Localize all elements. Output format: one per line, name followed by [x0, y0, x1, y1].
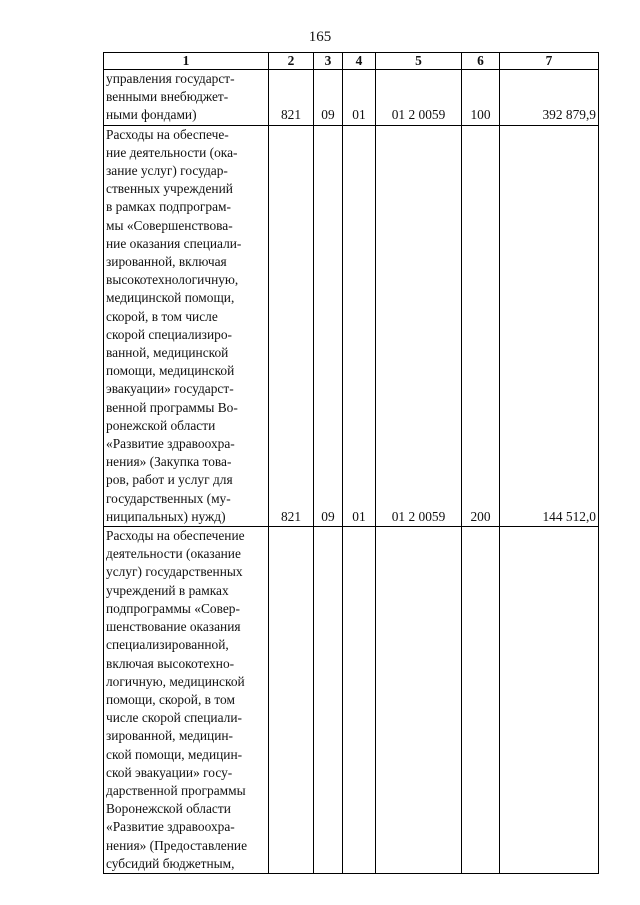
table-row	[104, 527, 599, 874]
description-line: ние оказания специали-	[106, 235, 242, 251]
section-code-cell: 09	[314, 125, 343, 526]
amount-cell: 144 512,0	[500, 125, 599, 526]
description-line: услуг) государственных	[106, 564, 243, 580]
description-line: ственных учреждений	[106, 181, 233, 197]
amount-cell: 392 879,9	[500, 70, 599, 126]
description-line: зание услуг) государ-	[106, 163, 228, 179]
description-line: Воронежской области	[106, 801, 231, 817]
ministry-code-cell: 821	[269, 125, 314, 526]
description-line: венными внебюджет-	[106, 89, 229, 105]
amount-cell	[500, 527, 599, 874]
ministry-code-cell: 821	[269, 70, 314, 126]
description-line: высокотехнологичную,	[106, 272, 239, 288]
description-line: скорой специализиро-	[106, 326, 232, 342]
section-code-cell	[314, 527, 343, 874]
description-line: деятельности (оказание	[106, 546, 241, 562]
description-line: логичную, медицинской	[106, 673, 245, 689]
description-line: дарственной программы	[106, 782, 246, 798]
target-article-cell	[376, 527, 462, 874]
column-header: 5	[376, 53, 462, 70]
budget-table	[103, 52, 599, 874]
table-body	[104, 70, 599, 874]
section-code-cell: 09	[314, 70, 343, 126]
expense-description	[104, 527, 269, 874]
description-line: ров, работ и услуг для	[106, 472, 233, 488]
description-line: ской эвакуации» госу-	[106, 764, 233, 780]
column-header: 6	[462, 53, 500, 70]
description-line: в рамках подпрограм-	[106, 199, 231, 215]
expense-description	[104, 125, 269, 526]
description-line: «Развитие здравоохра-	[106, 819, 235, 835]
expense-type-cell	[462, 527, 500, 874]
table-header-row	[104, 53, 599, 70]
subsection-code-cell: 01	[343, 125, 376, 526]
description-line: венной программы Во-	[106, 399, 238, 415]
description-line: управления государст-	[106, 71, 235, 86]
expense-type-cell: 100	[462, 70, 500, 126]
description-line: Расходы на обеспечение	[106, 528, 245, 544]
description-line: учреждений в рамках	[106, 582, 229, 598]
column-header: 3	[314, 53, 343, 70]
expense-description	[104, 70, 269, 126]
description-line: «Развитие здравоохра-	[106, 436, 235, 452]
description-line: числе скорой специали-	[106, 710, 242, 726]
description-line: ванной, медицинской	[106, 345, 229, 361]
description-line: шенствование оказания	[106, 619, 241, 635]
expense-type-cell: 200	[462, 125, 500, 526]
description-line: субсидий бюджетным,	[106, 855, 235, 871]
description-line: государственных (му-	[106, 490, 231, 506]
description-line: включая высокотехно-	[106, 655, 235, 671]
description-line: мы «Совершенствова-	[106, 217, 233, 233]
page-number: 165	[308, 29, 332, 45]
subsection-code-cell: 01	[343, 70, 376, 126]
target-article-cell: 01 2 0059	[376, 125, 462, 526]
column-header: 2	[269, 53, 314, 70]
description-line: зированной, включая	[106, 254, 227, 270]
description-line: специализированной,	[106, 637, 229, 653]
description-line: подпрограммы «Совер-	[106, 600, 240, 616]
description-line: скорой, в том числе	[106, 308, 218, 324]
table-row	[104, 70, 599, 126]
description-line: ской помощи, медицин-	[106, 746, 243, 762]
column-header: 1	[104, 53, 269, 70]
description-line: ронежской области	[106, 417, 216, 433]
description-line: нения» (Закупка това-	[106, 454, 232, 470]
description-line: эвакуации» государст-	[106, 381, 234, 397]
description-line: ние деятельности (ока-	[106, 144, 238, 160]
description-line: нения» (Предоставление	[106, 837, 248, 853]
description-line: медицинской помощи,	[106, 290, 235, 306]
description-line: помощи, медицинской	[106, 363, 235, 379]
ministry-code-cell	[269, 527, 314, 874]
description-line: ными фондами)	[106, 107, 197, 123]
description-line: ниципальных) нужд)	[106, 508, 226, 524]
subsection-code-cell	[343, 527, 376, 874]
target-article-cell: 01 2 0059	[376, 70, 462, 126]
table-row	[104, 125, 599, 526]
column-header: 4	[343, 53, 376, 70]
description-line: зированной, медицин-	[106, 728, 234, 744]
description-line: Расходы на обеспече-	[106, 126, 229, 142]
description-line: помощи, скорой, в том	[106, 691, 235, 707]
column-header: 7	[500, 53, 599, 70]
